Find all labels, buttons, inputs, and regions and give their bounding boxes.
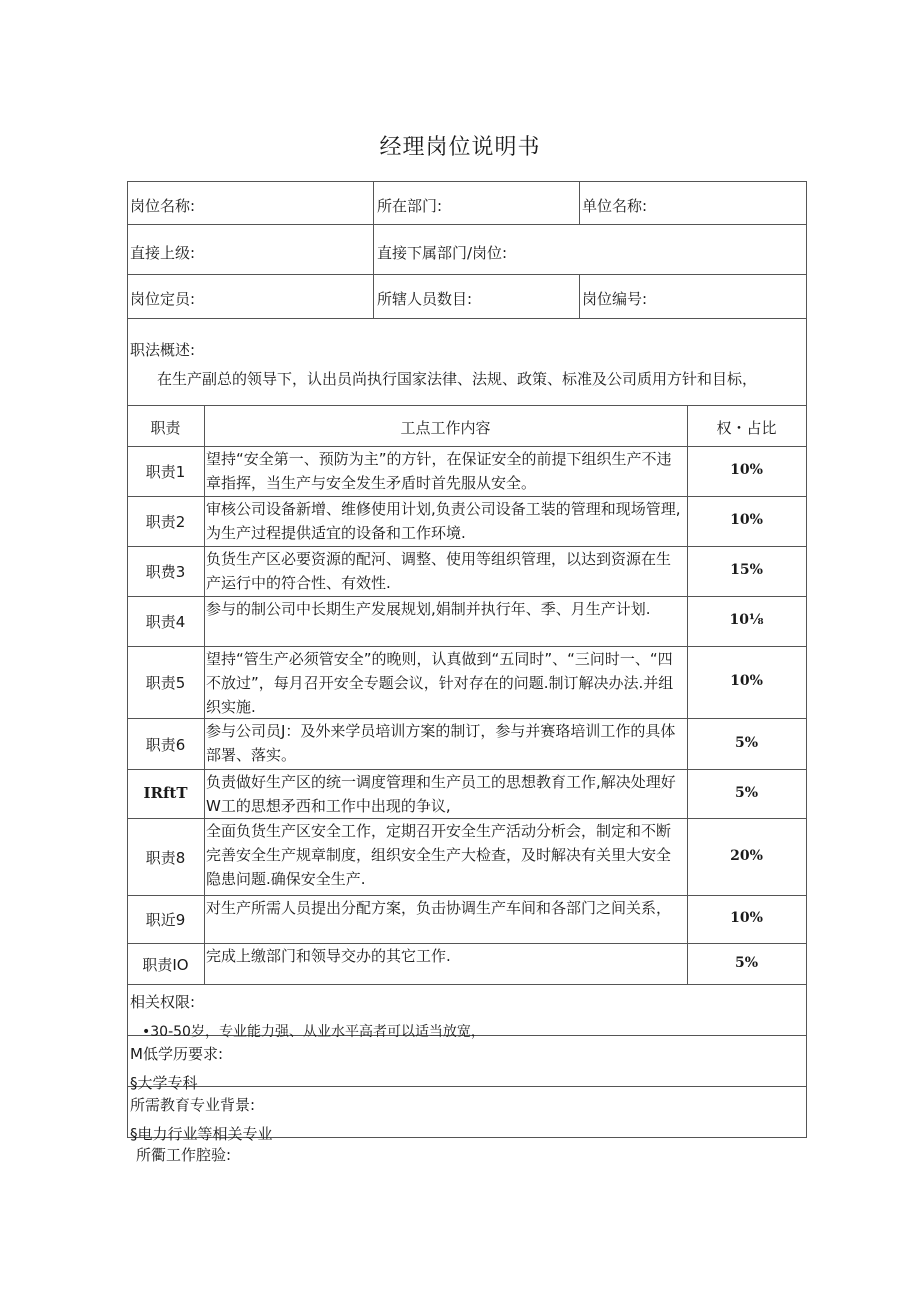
duty-weight: 10⅛	[729, 612, 764, 628]
education-value: §大学专科	[130, 1074, 198, 1092]
duty-weight: 5%	[734, 734, 759, 751]
header-content: 工点工作内容	[400, 419, 491, 437]
col-divider	[579, 274, 580, 318]
row-divider	[127, 1086, 807, 1087]
duty-label: 职责1	[145, 463, 186, 481]
table-border-top	[127, 181, 807, 182]
col-divider	[204, 405, 205, 984]
duty-content: 参与公司员J：及外来学员培训方案的制订，参与并赛珞培训工作的具体部署、落实。	[206, 722, 676, 764]
duty-label: 职责4	[145, 613, 186, 631]
row-divider	[127, 224, 807, 225]
summary-text: 在生产副总的领导下，认出员尚执行国家法律、法规、政策、标准及公司质用方针和目标，	[157, 370, 758, 388]
info-job-code: 岗位编号:	[582, 290, 648, 308]
duty-weight: 5%	[734, 954, 759, 971]
duty-content: 审核公司设备新增、维修使用计划,负责公司设备工装的管理和现场管理,为生产过程提供适宜的设备和工作环境.	[206, 500, 681, 542]
duty-weight: 10%	[730, 512, 763, 528]
duty-content: 望持“管生产必须管安全”的晚则，认真做到“五同时”、“三问时一、“四不放过”，每月召开安全专题会议，针对存在的问题.制订解决办法.并组织实施.	[206, 650, 674, 716]
duty-weight: 20%	[730, 847, 763, 864]
info-department: 所在部门:	[377, 197, 443, 215]
duty-label: 职费3	[145, 563, 186, 581]
duty-content: 望持“安全第一、预防为主”的方针，在保证安全的前提下组织生产不违章指挥，当生产与安全发生矛盾时首先服从安全。	[206, 450, 672, 492]
duty-weight: 5%	[734, 784, 759, 801]
duty-content: 全面负货生产区安全工作，定期召开安全生产活动分析会，制定和不断完善安全生产规章制度，组织安全生产大检查，及时解决有关里大安全隐患问题.确保安全生产.	[206, 822, 672, 888]
duty-label: 职责8	[145, 848, 186, 867]
row-divider	[127, 318, 807, 319]
duty-label: IRftT	[143, 783, 188, 802]
duty-weight: 10%	[730, 673, 763, 689]
col-divider	[373, 181, 374, 318]
duty-weight: 10%	[730, 910, 763, 926]
experience-label: 所衢工作腔验:	[136, 1146, 232, 1164]
info-unit-name: 单位名称:	[582, 197, 648, 215]
row-divider	[127, 984, 806, 985]
duty-label: 职责IO	[142, 955, 189, 974]
major-background-value: §电力行业等相关专业	[130, 1125, 273, 1143]
info-supervisor: 直接上级:	[130, 244, 196, 262]
info-job-title: 岗位名称:	[130, 197, 196, 215]
duty-content: 负责做好生产区的统一调度管理和生产员工的思想教育工作,解决处理好W工的思想矛西和工作中出现的争议,	[206, 773, 676, 815]
info-subordinates: 直接下属部门/岗位:	[377, 244, 508, 262]
duty-label: 职责6	[145, 735, 186, 754]
major-background-label: 所需教育专业背景:	[130, 1096, 256, 1114]
age-requirement: •30-50岁，专业能力强、从业水平高者可以适当放宽，	[142, 1024, 485, 1040]
info-headcount: 岗位定员:	[130, 290, 196, 308]
row-divider	[127, 274, 807, 275]
duty-label: 职近9	[145, 911, 186, 929]
duty-content: 对生产所需人员提出分配方案，负击协调生产车间和各部门之间关系，	[206, 899, 672, 917]
page-title: 经理岗位说明书	[379, 135, 541, 160]
related-authority-label: 相关权限:	[130, 993, 196, 1011]
education-label: M低学历要求:	[130, 1045, 223, 1063]
duty-content: 完成上缴部门和领导交办的其它工作.	[206, 947, 451, 965]
duty-label: 职责5	[145, 674, 186, 692]
col-divider	[579, 181, 580, 224]
duty-content: 负货生产区必要资源的配河、调整、使用等组织管理，以达到资源在生产运行中的符合性、有效性.	[206, 550, 672, 592]
table-border-right	[806, 181, 807, 1138]
header-weight: 权・占比	[716, 419, 777, 437]
header-duty: 职责	[150, 419, 181, 437]
duty-content: 参与的制公司中长期生产发展规划,娟制并执行年、季、月生产计划.	[206, 600, 651, 618]
row-divider	[127, 405, 806, 406]
col-divider	[687, 405, 688, 984]
table-border-left	[127, 181, 128, 1138]
duty-weight: 10%	[730, 462, 763, 478]
info-staff-count: 所辖人员数目:	[377, 290, 473, 308]
summary-label: 职法概述:	[130, 341, 196, 359]
duty-label: 职责2	[145, 513, 186, 531]
duty-weight: 15%	[730, 562, 763, 578]
